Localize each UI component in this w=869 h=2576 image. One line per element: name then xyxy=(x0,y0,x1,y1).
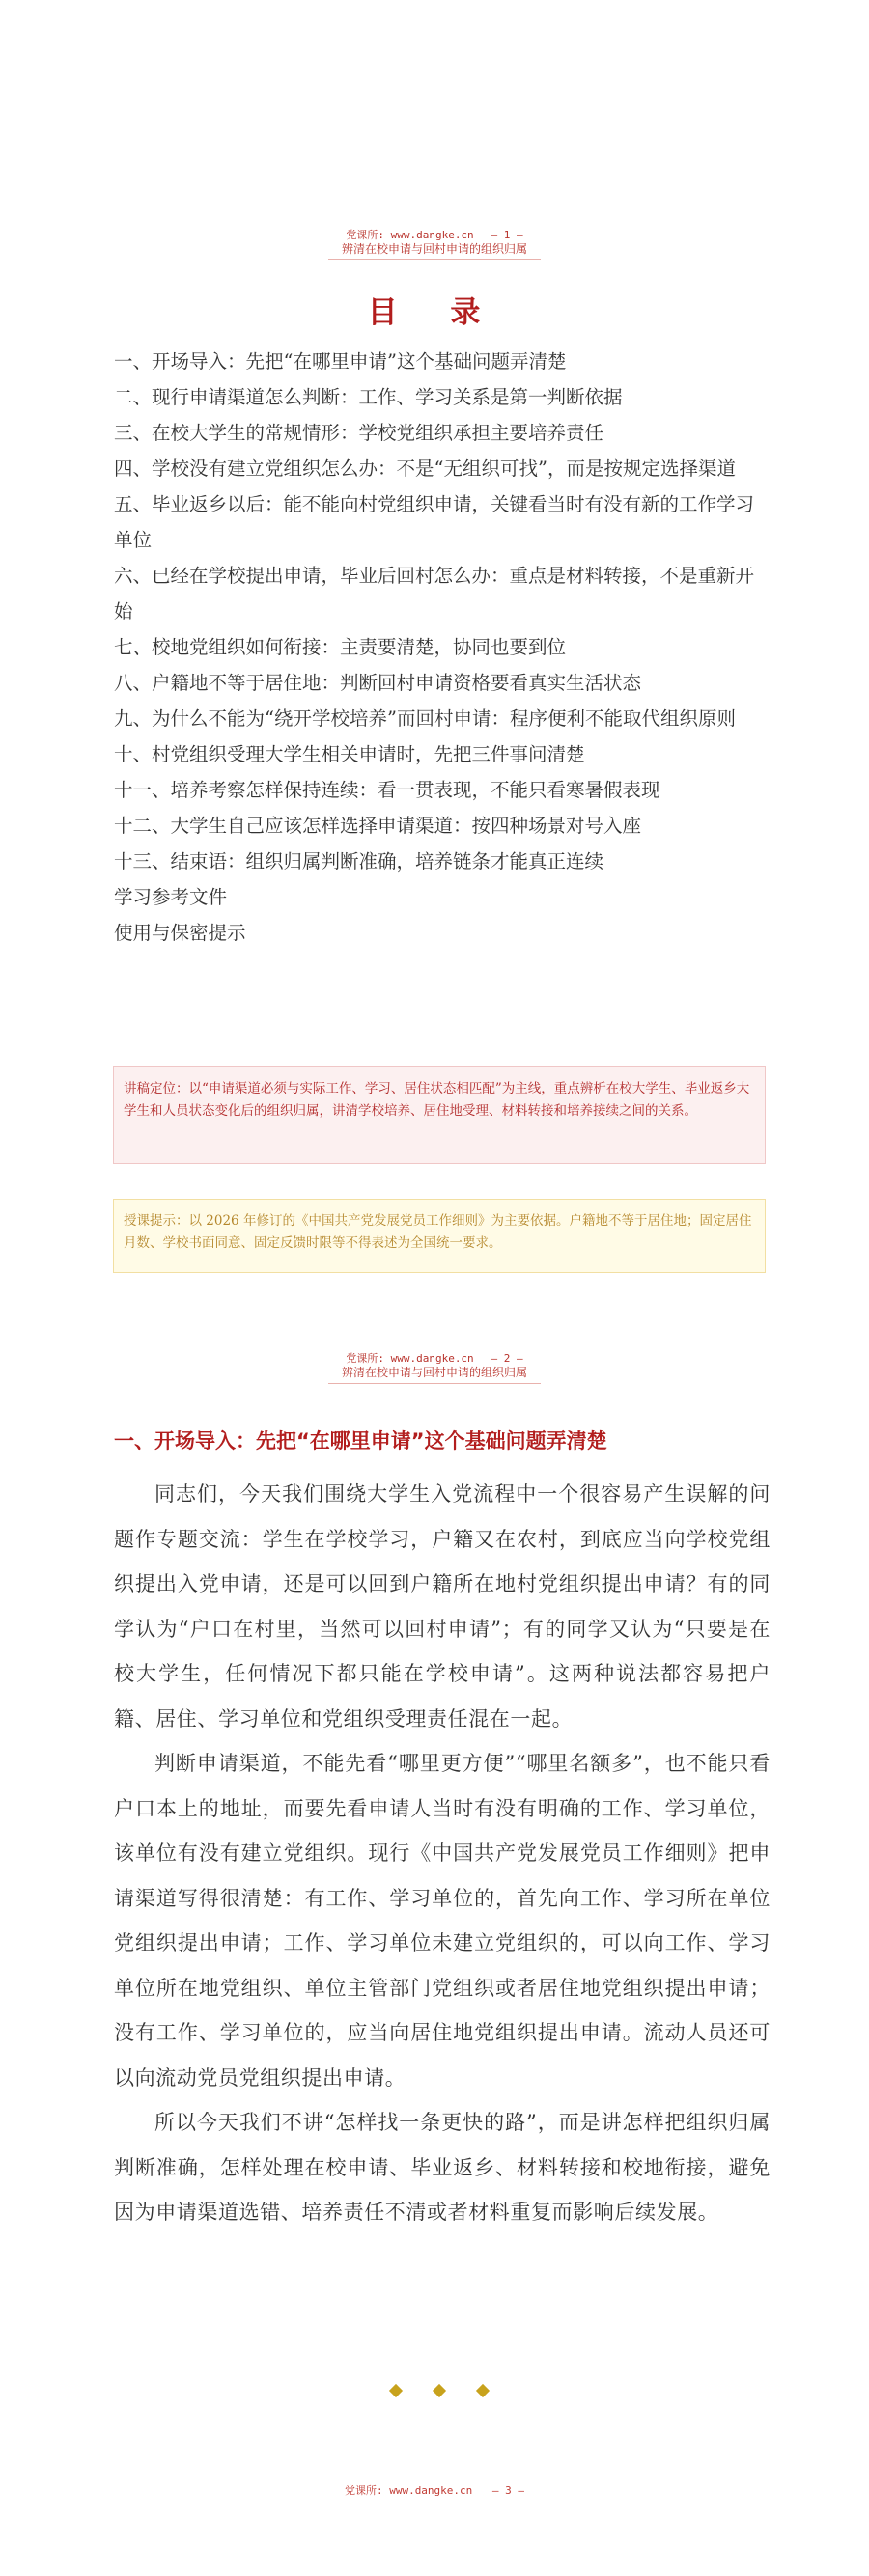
section-body xyxy=(114,1472,771,2235)
toc-item[interactable]: 使用与保密提示 xyxy=(114,922,246,944)
toc-item[interactable]: 八、户籍地不等于居住地：判断回村申请资格要看真实生活状态 xyxy=(114,672,642,694)
toc-item[interactable]: 七、校地党组织如何衔接：主责要清楚，协同也要到位 xyxy=(114,636,567,658)
toc-item[interactable]: 三、在校大学生的常规情形：学校党组织承担主要培养责任 xyxy=(114,422,604,444)
toc-item[interactable]: 五、毕业返乡以后：能不能向村党组织申请，关键看当时有没有新的工作学习单位 xyxy=(114,493,755,551)
toc-item[interactable]: 十一、培养考察怎样保持连续：看一贯表现，不能只看寒暑假表现 xyxy=(114,779,660,801)
doc-subtitle: 辨清在校申请与回村申请的组织归属 xyxy=(341,242,527,256)
paragraph: 同志们，今天我们围绕大学生入党流程中一个很容易产生误解的问题作专题交流：学生在学校学习，户籍又在农村，到底应当向学校党组织提出入党申请，还是可以回到户籍所在地村党组织提出申请？有的同学认为“户口在村里，当然可以回村申请”；有的同学又认为“只要是在校大学生，任何情况下都只能在学校申请”。这两种说法都容易把户籍、居住、学习单位和党组织受理责任混在一起。 xyxy=(114,1482,771,1731)
doc-subtitle: 辨清在校申请与回村申请的组织归属 xyxy=(341,1366,527,1379)
toc-title: 目 录 xyxy=(367,295,502,330)
page-footer xyxy=(0,2482,869,2498)
toc-item[interactable]: 二、现行申请渠道怎么判断：工作、学习关系是第一判断依据 xyxy=(114,386,623,408)
header-divider xyxy=(328,259,541,260)
site-label: 党课所: www.dangke.cn xyxy=(346,1352,474,1365)
toc-item[interactable]: 十、村党组织受理大学生相关申请时，先把三件事问清楚 xyxy=(114,743,585,765)
toc-item[interactable]: 十三、结束语：组织归属判断准确，培养链条才能真正连续 xyxy=(114,850,604,873)
toc-item[interactable]: 九、为什么不能为“绕开学校培养”而回村申请：程序便利不能取代组织原则 xyxy=(114,707,736,730)
positioning-note: 讲稿定位：以“申请渠道必须与实际工作、学习、居住状态相匹配”为主线，重点辨析在校大学生、毕业返乡大学生和人员状态变化后的组织归属，讲清学校培养、居住地受理、材料转接和培养接续之间的关系。 xyxy=(113,1066,766,1164)
toc-item[interactable]: 四、学校没有建立党组织怎么办：不是“无组织可找”，而是按规定选择渠道 xyxy=(114,457,736,480)
site-label: 党课所: www.dangke.cn xyxy=(344,2484,473,2497)
toc-item[interactable]: 十二、大学生自己应该怎样选择申请渠道：按四种场景对号入座 xyxy=(114,815,642,837)
page-2 xyxy=(0,1342,869,2576)
toc-item[interactable]: 一、开场导入：先把“在哪里申请”这个基础问题弄清楚 xyxy=(114,350,567,373)
diamond-icon xyxy=(476,2384,490,2397)
header-divider xyxy=(328,1383,541,1384)
page-header xyxy=(0,1351,869,1380)
diamond-icon xyxy=(433,2384,446,2397)
toc-item[interactable]: 学习参考文件 xyxy=(114,886,228,908)
site-label: 党课所: www.dangke.cn xyxy=(346,229,474,241)
section-end-ornament xyxy=(0,2382,869,2401)
page-header xyxy=(0,228,869,257)
paragraph: 判断申请渠道，不能先看“哪里更方便”“哪里名额多”，也不能只看户口本上的地址，而要先看申请人当时有没有明确的工作、学习单位，该单位有没有建立党组织。现行《中国共产党发展党员工作细则》把申请渠道写得很清楚：有工作、学习单位的，首先向工作、学习所在单位党组织提出申请；工作、学习单位未建立党组织的，可以向工作、学习单位所在地党组织、单位主管部门党组织或者居住地党组织提出申请；没有工作、学习单位的，应当向居住地党组织提出申请。流动人员还可以向流动党员党组织提出申请。 xyxy=(114,1752,771,2090)
table-of-contents xyxy=(114,344,771,951)
page-number: — 1 — xyxy=(491,229,523,241)
page-number: — 3 — xyxy=(491,2484,525,2497)
toc-item[interactable]: 六、已经在学校提出申请，毕业后回村怎么办：重点是材料转接，不是重新开始 xyxy=(114,565,755,623)
diamond-icon xyxy=(389,2384,403,2397)
page-number: — 2 — xyxy=(491,1352,523,1365)
teaching-tip-note: 授课提示：以 2026 年修订的《中国共产党发展党员工作细则》为主要依据。户籍地不等于居住地；固定居住月数、学校书面同意、固定反馈时限等不得表述为全国统一要求。 xyxy=(113,1199,766,1273)
paragraph: 所以今天我们不讲“怎样找一条更快的路”，而是讲怎样把组织归属判断准确，怎样处理在校申请、毕业返乡、材料转接和校地衔接，避免因为申请渠道选错、培养责任不清或者材料重复而影响后续发展。 xyxy=(114,2111,771,2224)
section-title: 一、开场导入：先把“在哪里申请”这个基础问题弄清楚 xyxy=(114,1429,607,1453)
